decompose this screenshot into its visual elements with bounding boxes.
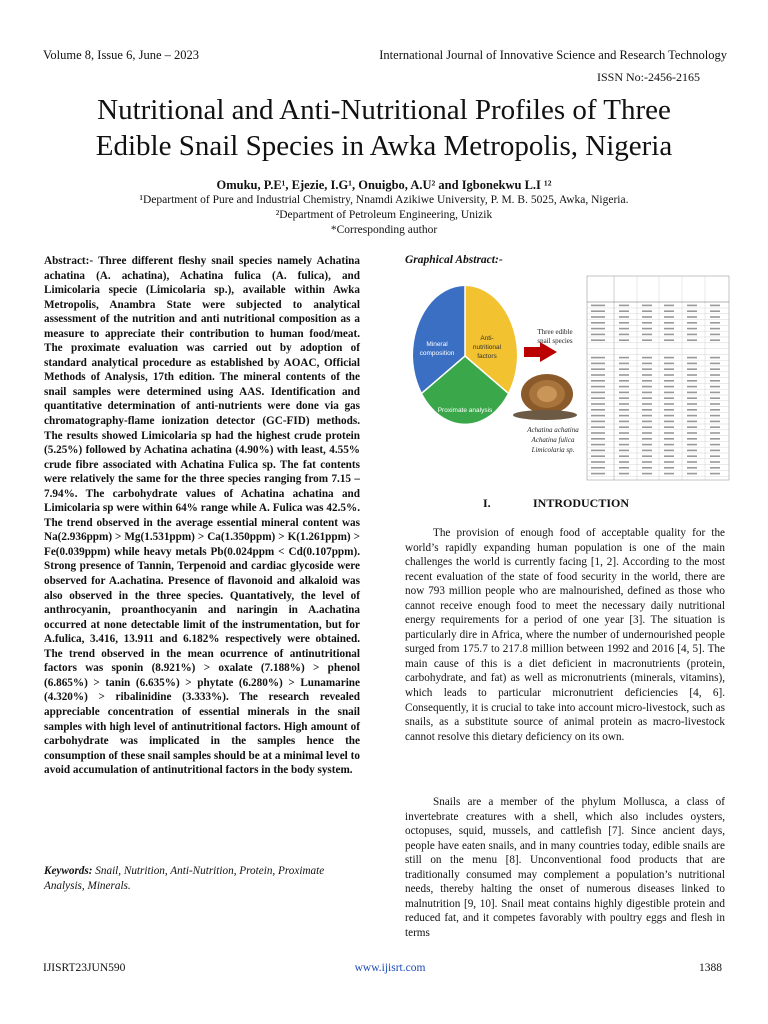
table-cell: [619, 455, 629, 457]
table-cell: [642, 368, 652, 370]
table-cell: [664, 444, 674, 446]
table-cell: [664, 392, 674, 394]
table-cell: [687, 357, 697, 359]
keywords: [44, 864, 360, 893]
table-cell: [642, 403, 652, 405]
table-cell: [591, 322, 605, 324]
table-cell: [687, 438, 697, 440]
table-cell: [619, 421, 629, 423]
table-cell: [710, 397, 720, 399]
table-cell: [619, 397, 629, 399]
species-3: Limicolaria sp.: [531, 446, 575, 454]
table-cell: [591, 426, 605, 428]
paper-id: IJISRT23JUN590: [43, 962, 126, 974]
table-cell: [687, 450, 697, 452]
anti-label-3: factors: [477, 353, 497, 360]
table-cell: [710, 432, 720, 434]
table-cell: [642, 421, 652, 423]
snail-icon: [513, 374, 577, 420]
table-cell: [664, 461, 674, 463]
table-cell: [710, 403, 720, 405]
table-cell: [710, 339, 720, 341]
table-cell: [642, 339, 652, 341]
table-cell: [642, 426, 652, 428]
mineral-label-2: composition: [419, 350, 455, 357]
table-cell: [642, 357, 652, 359]
table-cell: [619, 473, 629, 475]
table-cell: [591, 334, 605, 336]
table-cell: [687, 322, 697, 324]
table-cell: [619, 438, 629, 440]
graphical-abstract-figure: [407, 272, 732, 482]
table-cell: [664, 438, 674, 440]
table-cell: [687, 467, 697, 469]
table-cell: [642, 374, 652, 376]
table-cell: [591, 392, 605, 394]
table-cell: [687, 334, 697, 336]
table-cell: [710, 305, 720, 307]
affiliation-2: ²Department of Petroleum Engineering, Unizik: [275, 209, 493, 221]
table-cell: [664, 473, 674, 475]
table-cell: [710, 392, 720, 394]
anti-label-2: nutritional: [472, 344, 502, 351]
table-cell: [591, 363, 605, 365]
table-cell: [591, 305, 605, 307]
table-cell: [710, 409, 720, 411]
table-cell: [687, 368, 697, 370]
table-cell: [687, 426, 697, 428]
table-cell: [619, 461, 629, 463]
table-cell: [591, 339, 605, 341]
table-cell: [642, 397, 652, 399]
table-cell: [642, 438, 652, 440]
table-cell: [619, 328, 629, 330]
species-1: Achatina achatina: [527, 426, 579, 434]
page-number: 1388: [699, 962, 722, 974]
table-cell: [687, 374, 697, 376]
table-cell: [710, 426, 720, 428]
table-cell: [710, 450, 720, 452]
journal-website-link[interactable]: www.ijisrt.com: [354, 962, 426, 974]
table-cell: [642, 363, 652, 365]
table-cell: [619, 310, 629, 312]
table-cell: [642, 305, 652, 307]
table-cell: [619, 334, 629, 336]
journal-name: International Journal of Innovative Science and Research Technology: [379, 48, 727, 62]
table-cell: [710, 386, 720, 388]
table-cell: [710, 467, 720, 469]
table-cell: [664, 426, 674, 428]
table-cell: [664, 403, 674, 405]
table-cell: [619, 450, 629, 452]
table-cell: [619, 415, 629, 417]
anti-label-1: Anti-: [480, 335, 494, 342]
paper-title: [40, 92, 728, 164]
arrow-icon: [524, 342, 557, 362]
table-cell: [664, 467, 674, 469]
table-cell: [664, 316, 674, 318]
table-cell: [619, 363, 629, 365]
table-cell: [619, 392, 629, 394]
table-cell: [591, 473, 605, 475]
table-cell: [687, 473, 697, 475]
table-cell: [591, 421, 605, 423]
table-cell: [619, 322, 629, 324]
table-cell: [664, 450, 674, 452]
keywords-label: Keywords:: [44, 865, 93, 877]
table-cell: [591, 380, 605, 382]
table-cell: [687, 386, 697, 388]
table-cell: [664, 386, 674, 388]
table-cell: [642, 415, 652, 417]
table-cell: [591, 450, 605, 452]
table-cell: [664, 368, 674, 370]
table-cell: [591, 310, 605, 312]
table-cell: [687, 455, 697, 457]
table-cell: [591, 438, 605, 440]
table-cell: [710, 421, 720, 423]
author-list: Omuku, P.E¹, Ejezie, I.G¹, Onuigbo, A.U² and Igbonekwu L.I ¹²: [216, 178, 552, 192]
table-cell: [710, 368, 720, 370]
table-cell: [591, 386, 605, 388]
table-cell: [591, 467, 605, 469]
table-cell: [687, 310, 697, 312]
table-cell: [642, 473, 652, 475]
table-cell: [642, 432, 652, 434]
table-cell: [642, 467, 652, 469]
table-cell: [710, 455, 720, 457]
table-cell: [664, 328, 674, 330]
table-cell: [619, 305, 629, 307]
table-cell: [710, 363, 720, 365]
section-number: I.: [483, 496, 491, 510]
table-cell: [710, 461, 720, 463]
proximate-label: Proximate analysis: [437, 407, 493, 414]
table-cell: [664, 421, 674, 423]
table-cell: [591, 415, 605, 417]
table-cell: [642, 461, 652, 463]
table-cell: [710, 438, 720, 440]
section-title: INTRODUCTION: [533, 496, 630, 510]
table-cell: [687, 392, 697, 394]
table-cell: [710, 473, 720, 475]
corresponding-author-note: *Corresponding author: [330, 224, 438, 236]
table-cell: [591, 368, 605, 370]
table-cell: [619, 339, 629, 341]
table-cell: [664, 455, 674, 457]
three-edible-label-2: snail species: [537, 337, 573, 345]
species-2: Achatina fulica: [531, 436, 575, 444]
table-cell: [642, 316, 652, 318]
title-line-2: Edible Snail Species in Awka Metropolis, Nigeria: [95, 130, 673, 162]
table-cell: [591, 357, 605, 359]
table-cell: [710, 328, 720, 330]
table-cell: [664, 305, 674, 307]
table-cell: [664, 334, 674, 336]
table-cell: [642, 322, 652, 324]
table-cell: [619, 467, 629, 469]
table-cell: [664, 322, 674, 324]
table-cell: [687, 461, 697, 463]
table-cell: [664, 397, 674, 399]
table-cell: [687, 409, 697, 411]
table-cell: [664, 432, 674, 434]
graphical-abstract-label: Graphical Abstract:-: [405, 254, 503, 266]
table-cell: [687, 444, 697, 446]
table-cell: [619, 368, 629, 370]
intro-paragraph-1: The provision of enough food of acceptable quality for the world’s rapidly expanding human population is one of the main challenges the world is currently facing [1, 2]. According to the most recent evaluation of the state of food security in the world, there are now 793 million people who are malnourished, defined as those who cannot receive enough food to meet the necessary daily nutritional energy requirements for a period of one year [3]. The situation is particularly dire in Africa, where the number of undernourished people surged from 175.7 to 217.8 million between 1992 and 2016 [4, 5]. The main cause of this is a diet deficient in macronutrients (protein, carbohydrate, and fat) as well as micronutrients (minerals, vitamins), which leads to particular micronutrient deficiencies [4, 6]. Consequently, it is crucial to take into account micro-livestock, such as snails, as a substitute source of animal protein as macro-livestock cannot resolve this dietary deficiency on its own.: [405, 527, 725, 743]
keywords-text: Snail, Nutrition, Anti-Nutrition, Protein, Proximate Analysis, Minerals.: [44, 865, 325, 892]
table-cell: [619, 409, 629, 411]
table-cell: [642, 392, 652, 394]
table-cell: [591, 403, 605, 405]
table-cell: [642, 450, 652, 452]
table-cell: [642, 334, 652, 336]
table-cell: [642, 380, 652, 382]
table-cell: [664, 415, 674, 417]
table-cell: [710, 310, 720, 312]
table-cell: [591, 409, 605, 411]
table-cell: [619, 357, 629, 359]
issn-number: ISSN No:-2456-2165: [596, 70, 700, 84]
table-cell: [710, 334, 720, 336]
table-cell: [687, 305, 697, 307]
table-cell: [591, 316, 605, 318]
results-table-thumbnail: [587, 276, 729, 480]
table-cell: [710, 415, 720, 417]
table-cell: [710, 357, 720, 359]
table-cell: [664, 357, 674, 359]
table-cell: [642, 328, 652, 330]
table-cell: [591, 328, 605, 330]
abstract-text: Abstract:- Three different fleshy snail species namely Achatina achatina (A. achatina), Achatina fulica (A. fulica), and Limicolaria specie (Limicolaria sp.), available within Awka Metropolis, Anambra State were subjected to analytical assessment of the nutrition and anti nutritional composition as a measure to appreciate their contribution to human food/meat. The proximate evaluation was carried out by adoption of standard analytical procedure as established by AOAC, Official Methods of Analysis, 17th edition. The mineral contents of the snail samples were determined using AAS. Identification and quantitative determination of anti-nutrients were done via gas chromatography-flame ionization detector (GC-FID) methods. The results showed Limicolaria sp had the highest crude protein (5.25%) followed by Achatina achatina (4.90%) with least, 4.55% crude fibre associated with Achatina Fulica sp. The fat contents were relatively the same for the three species ranging from 7.15 – 7.94%. The carbohydrate values of Achatina achatina and Limicolaria sp were within 64% range while A. Fulica was 42.5%. The trend observed in the average essential mineral content was Na(2.936ppm) > Mg(1.531ppm) > Ca(1.350ppm) > K(1.261ppm) > Fe(0.039ppm) while heavy metals Pb(0.024ppm < Cd(0.107ppm). Strong presence of Tannin, Terpenoid and cardiac glycoside were observed for A.achatina. Presence of flavonoid and alkaloid was also observed in the three species. Quantatively, the level of anthrocyanin, proanthocyanin and naringin in A.achatina occurred at none detectable limit of the instrumentation, but for A.fulica, 3.416, 13.911 and 6.182% respectively were obtained. The trend observed in the mean ocurrence of antinutritional factors was sponin (8.921%) > oxalate (7.188%) > phenol (6.865%) > tanin (6.635%) > phytate (6.280%) > Lunamarine (4.320%) > ribalinidine (3.333%). The research revealed appreciable concentration of essential minerals in the snail samples with high level of antinutritional factors. High amount of carbohydrate was implicated in the samples hence the consumption of these snail samples should be at a minimal level to avoid accumulation of antinutritional factors in the body system.: [44, 255, 360, 777]
table-cell: [591, 461, 605, 463]
table-cell: [687, 339, 697, 341]
table-cell: [687, 363, 697, 365]
table-cell: [664, 409, 674, 411]
table-cell: [710, 322, 720, 324]
table-cell: [687, 403, 697, 405]
table-cell: [710, 380, 720, 382]
table-cell: [687, 380, 697, 382]
table-cell: [710, 316, 720, 318]
table-cell: [642, 444, 652, 446]
table-cell: [591, 432, 605, 434]
three-edible-label-1: Three edible: [537, 328, 573, 336]
table-cell: [710, 444, 720, 446]
table-cell: [619, 426, 629, 428]
table-cell: [642, 386, 652, 388]
table-cell: [619, 432, 629, 434]
table-cell: [619, 444, 629, 446]
table-cell: [710, 374, 720, 376]
table-cell: [619, 403, 629, 405]
table-cell: [687, 397, 697, 399]
intro-paragraph-2: Snails are a member of the phylum Mollusca, a class of invertebrate creatures with a shell, which also includes oysters, octopuses, squid, mussels, and cattlefish [7]. Since ancient days, people have eaten snails, and in many countries today, edible snails are still on the menu [8]. Unconventional food products that are traditionally consumed may complement a population’s nutritional needs, thereby halting the onset of numerous diseases linked to malnutrition [9, 10]. Snail meat contains highly digestible protein and reduced fat, and it competes favorably with poultry eggs and flesh in terms: [405, 796, 725, 939]
table-cell: [687, 316, 697, 318]
table-cell: [664, 339, 674, 341]
table-cell: [619, 374, 629, 376]
table-cell: [619, 380, 629, 382]
mineral-label-1: Mineral: [426, 341, 448, 348]
table-cell: [642, 310, 652, 312]
table-cell: [664, 363, 674, 365]
table-cell: [591, 455, 605, 457]
table-cell: [591, 397, 605, 399]
table-cell: [642, 455, 652, 457]
table-cell: [664, 380, 674, 382]
table-cell: [687, 421, 697, 423]
table-cell: [687, 432, 697, 434]
table-cell: [642, 409, 652, 411]
table-cell: [619, 316, 629, 318]
table-cell: [591, 374, 605, 376]
title-line-1: Nutritional and Anti-Nutritional Profiles of Three: [97, 94, 671, 126]
table-cell: [687, 328, 697, 330]
affiliation-1: ¹Department of Pure and Industrial Chemistry, Nnamdi Azikiwe University, P. M. B. 5025, Awka, Nigeria.: [139, 194, 629, 206]
table-cell: [619, 386, 629, 388]
table-cell: [664, 374, 674, 376]
table-cell: [687, 415, 697, 417]
table-cell: [664, 310, 674, 312]
journal-volume-issue: Volume 8, Issue 6, June – 2023: [43, 48, 200, 62]
table-cell: [591, 444, 605, 446]
